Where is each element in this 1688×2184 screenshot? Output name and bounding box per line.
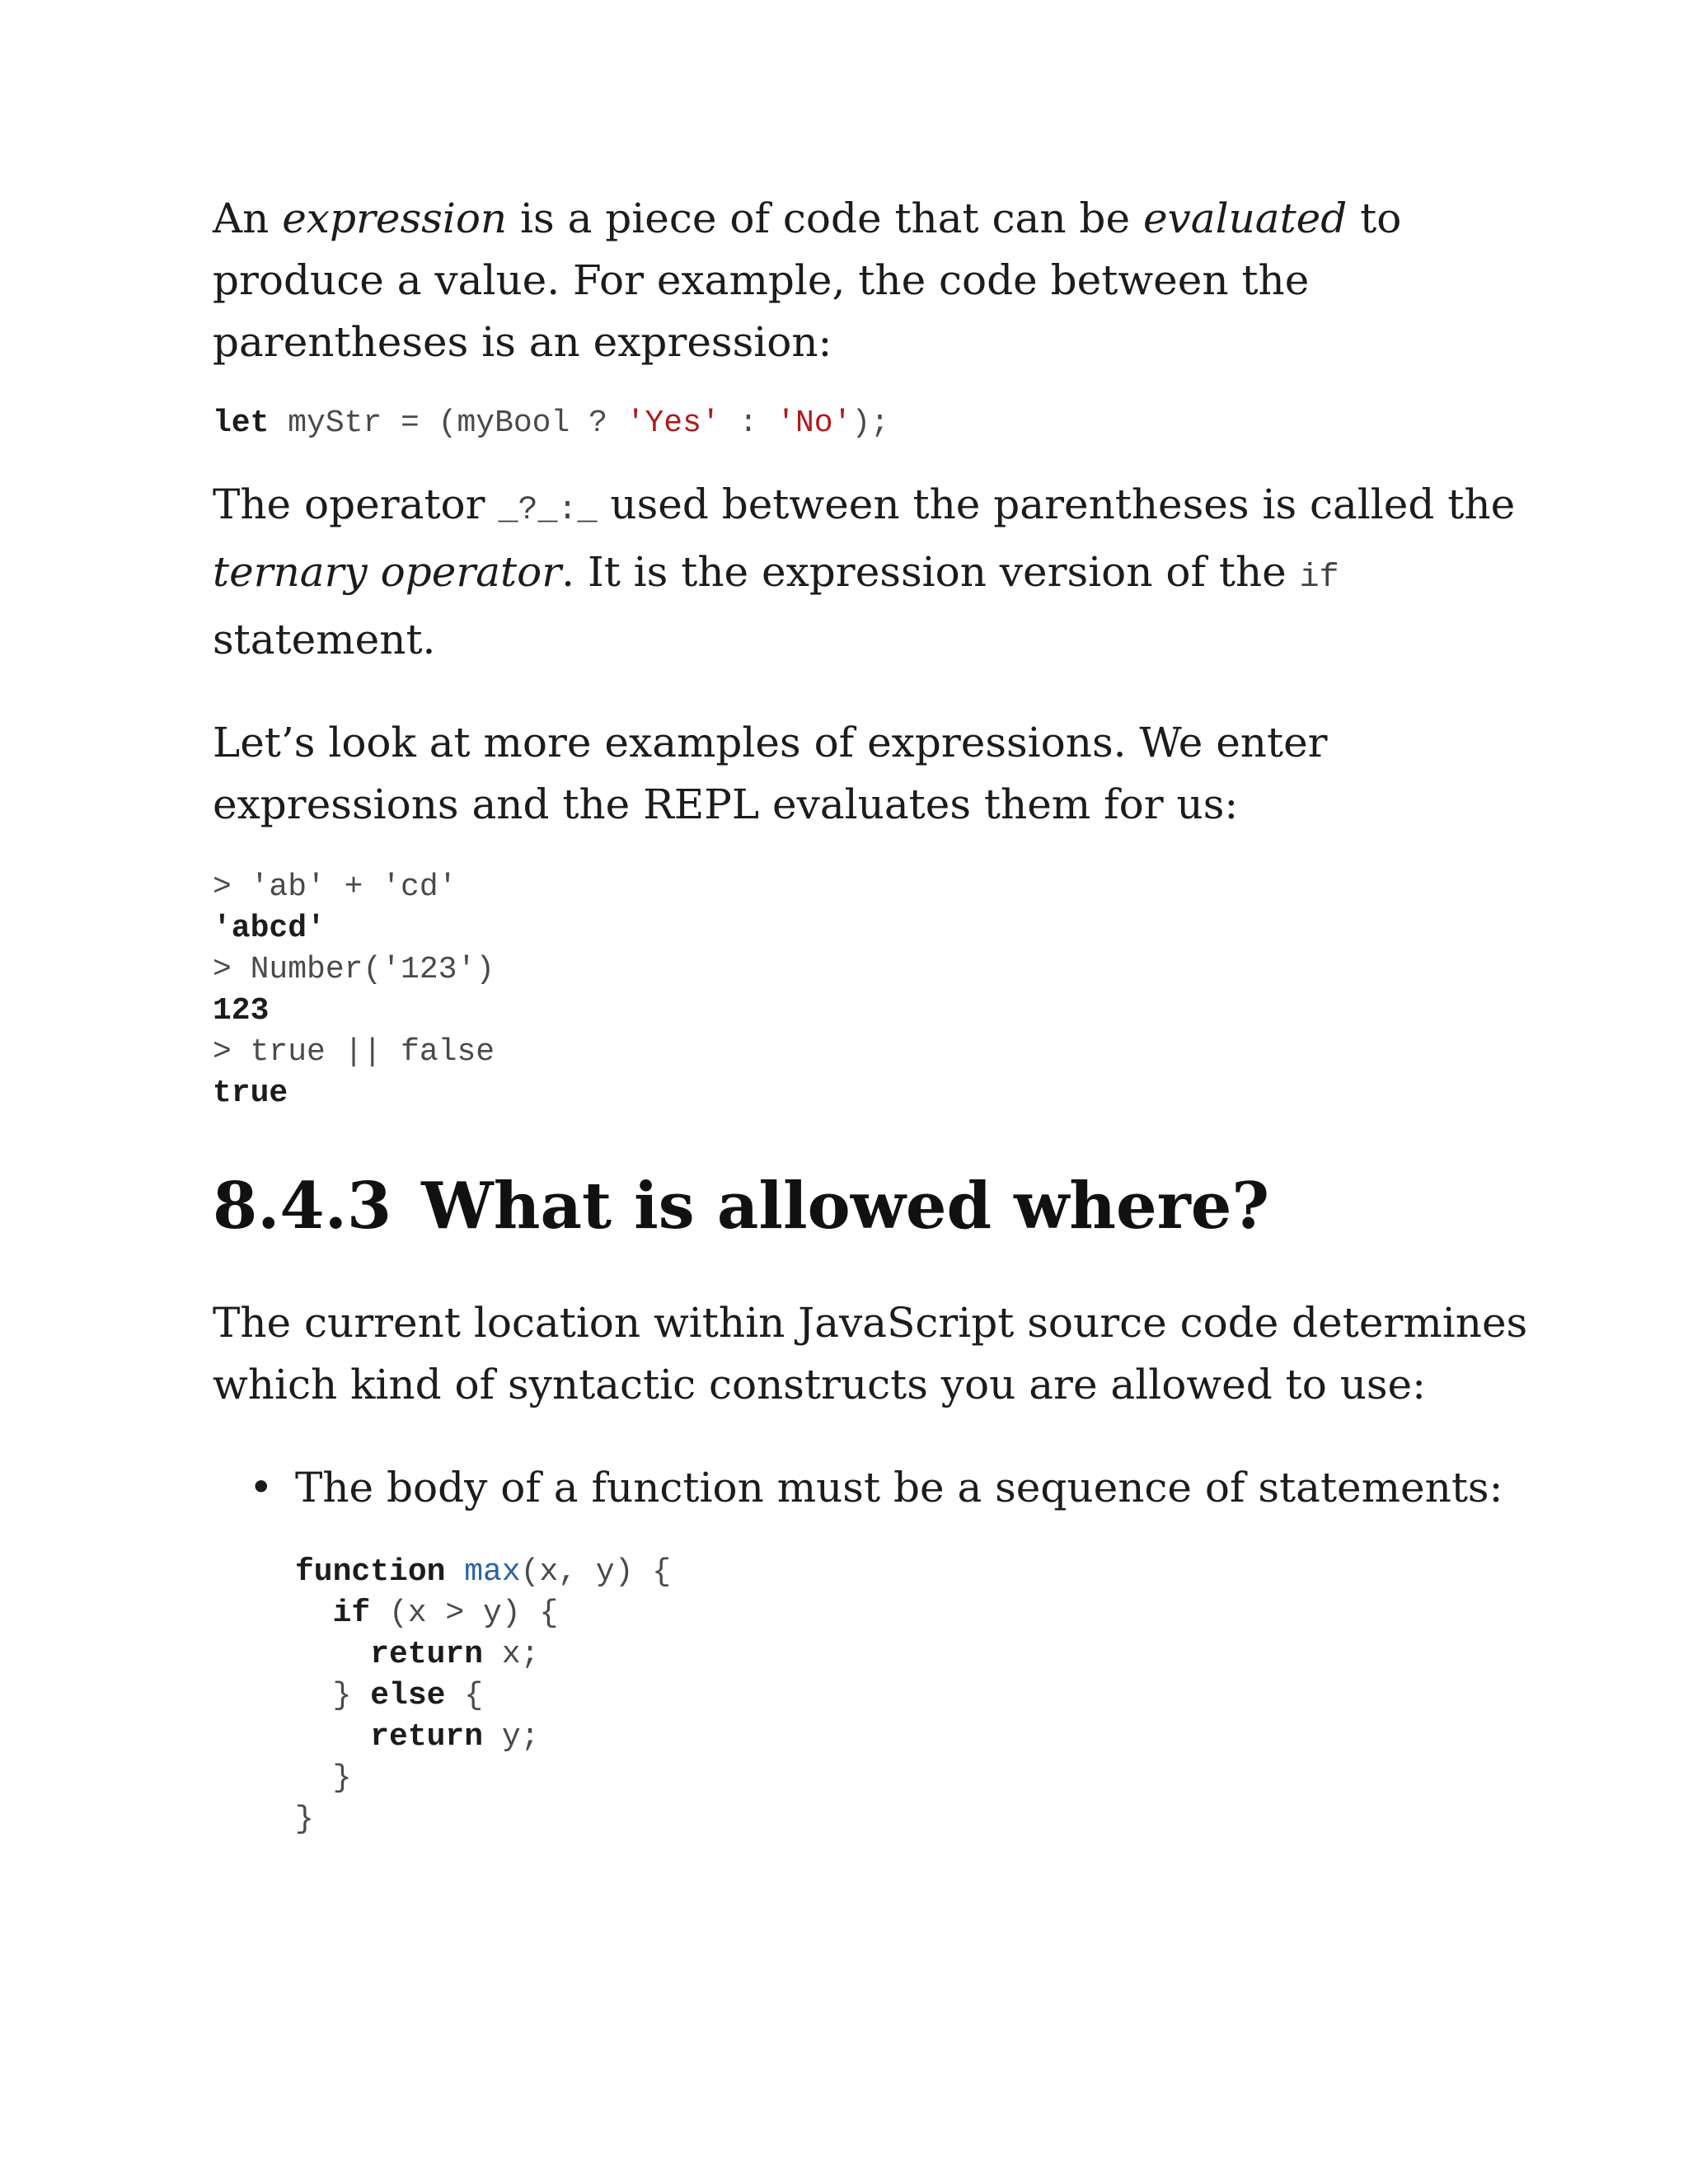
section-title: What is allowed where?	[421, 1169, 1270, 1244]
code-keyword: function	[295, 1554, 446, 1590]
code-text: }	[332, 1760, 352, 1796]
code-string: 'Yes'	[626, 405, 720, 441]
term-ternary-operator: ternary operator	[213, 548, 562, 596]
code-text: y;	[483, 1719, 540, 1755]
code-text: :	[720, 405, 777, 441]
code-text: myStr = (myBool ?	[269, 405, 626, 441]
paragraph-more-examples: Let’s look at more examples of expressions. We enter expressions and the REPL evaluates them for us:	[213, 719, 1328, 828]
code-function-name: max	[464, 1554, 521, 1590]
inline-code: _?_:_	[498, 492, 598, 529]
code-text: x;	[483, 1637, 540, 1672]
code-keyword: else	[370, 1678, 446, 1713]
repl-output: true	[213, 1076, 288, 1111]
code-string: 'No'	[776, 405, 852, 441]
term-evaluated: evaluated	[1142, 194, 1348, 242]
inline-code: if	[1299, 560, 1339, 597]
bullet-icon: •	[249, 1464, 274, 1511]
repl-output: 'abcd'	[213, 911, 326, 946]
text-run: used between the parentheses is called the	[597, 480, 1516, 528]
code-block-ternary	[213, 403, 1531, 444]
list-item-text: The body of a function must be a sequence of statements:	[295, 1464, 1503, 1511]
term-expression: expression	[282, 194, 508, 242]
text-run: The operator	[213, 480, 499, 528]
code-text: }	[295, 1802, 314, 1837]
repl-input: > true || false	[213, 1034, 495, 1070]
code-text: );	[851, 405, 889, 441]
code-keyword: return	[370, 1719, 484, 1755]
code-text: }	[332, 1678, 371, 1713]
text-run: An	[213, 194, 283, 242]
code-text: (x > y) {	[370, 1596, 559, 1631]
text-run: statement.	[213, 616, 436, 663]
code-keyword: return	[370, 1637, 484, 1672]
paragraph-allowed-where: The current location within JavaScript source code determines which kind of syntactic constructs you are allowed to use:	[213, 1299, 1528, 1408]
repl-output: 123	[213, 993, 270, 1029]
section-number: 8.4.3	[213, 1169, 392, 1244]
text-run: to produce a value. For example, the code between the parentheses is an expression:	[213, 194, 1402, 366]
text-run: . It is the expression version of the	[561, 548, 1300, 596]
repl-input: > 'ab' + 'cd'	[213, 869, 457, 905]
code-keyword: if	[332, 1596, 371, 1631]
code-block-function-max	[295, 1552, 1531, 1840]
text-run: is a piece of code that can be	[507, 194, 1143, 242]
bullet-list	[213, 1457, 1531, 1840]
code-text: (x, y) {	[520, 1554, 672, 1590]
list-item	[213, 1457, 1531, 1840]
section-heading	[213, 1165, 1531, 1248]
paragraph-expression-intro	[213, 188, 1531, 373]
code-text: {	[445, 1678, 484, 1713]
page-content	[213, 188, 1531, 1840]
paragraph-ternary-operator	[213, 474, 1531, 671]
code-block-repl	[213, 867, 1531, 1114]
repl-input: > Number('123')	[213, 952, 495, 987]
code-keyword: let	[213, 405, 270, 441]
